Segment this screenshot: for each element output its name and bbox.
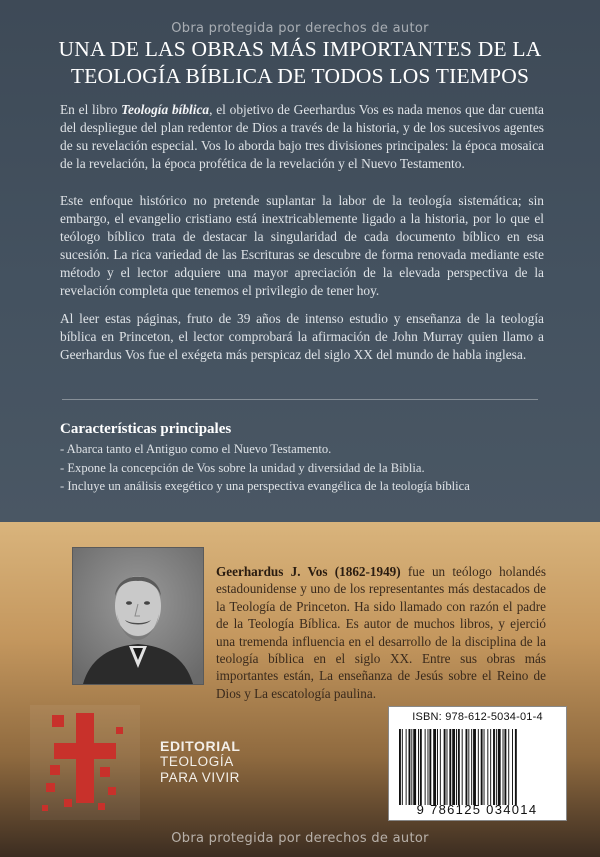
author-portrait bbox=[72, 547, 204, 685]
features-title: Características principales bbox=[60, 421, 232, 437]
headline-line-2: TEOLOGÍA BÍBLICA DE TODOS LOS TIEMPOS bbox=[70, 64, 530, 88]
barcode-bar bbox=[447, 729, 448, 805]
barcode-bar bbox=[444, 729, 446, 805]
barcode-bar bbox=[437, 729, 438, 805]
watermark-bottom: Obra protegida por derechos de autor bbox=[171, 831, 429, 846]
barcode-bar bbox=[512, 729, 513, 805]
barcode-bar bbox=[478, 729, 479, 805]
barcode-bar bbox=[402, 729, 403, 805]
barcode-bar bbox=[406, 729, 407, 805]
barcode-bar bbox=[508, 729, 509, 805]
barcode-bar bbox=[425, 729, 426, 805]
author-name: Geerhardus J. Vos (1862-1949) bbox=[216, 564, 401, 579]
barcode-bar bbox=[504, 729, 506, 805]
features-list bbox=[60, 440, 560, 496]
paragraph-intro bbox=[60, 101, 544, 173]
barcode-bar bbox=[428, 729, 429, 805]
barcode-bar bbox=[498, 729, 501, 805]
publisher-line-1: EDITORIAL bbox=[160, 738, 241, 754]
paragraph-intro-rest: , el objetivo de Geerhardus Vos es nada menos que dar cuenta del despliegue del plan redentor de Dios a través de la historia, y de los sucesivos agentes de su revelación especial. Vos lo aborda bajo tres divisiones principales: la época mosaica de la revelación, la época profética de la revelación y el Nuevo Testamento. bbox=[60, 102, 545, 172]
barcode-bar bbox=[471, 729, 472, 805]
barcode-bar bbox=[484, 729, 485, 805]
barcode-bar bbox=[399, 729, 401, 805]
barcode-bar bbox=[413, 729, 416, 805]
barcode-bars bbox=[399, 729, 557, 805]
barcode-bar bbox=[503, 729, 504, 805]
barcode-bar bbox=[466, 729, 468, 805]
barcode-bar bbox=[420, 729, 422, 805]
barcode-bar bbox=[515, 729, 517, 805]
feature-item: - Expone la concepción de Vos sobre la unidad y diversidad de la Biblia. bbox=[60, 460, 425, 475]
feature-item: - Abarca tanto el Antiguo como el Nuevo Testamento. bbox=[60, 442, 332, 456]
watermark-top: Obra protegida por derechos de autor bbox=[171, 21, 429, 36]
barcode-bar bbox=[452, 729, 455, 805]
barcode-digits: 9 786125 034014 bbox=[416, 802, 538, 817]
section-divider bbox=[62, 399, 538, 400]
publisher-line-2: TEOLOGÍA bbox=[160, 754, 234, 769]
barcode-bar bbox=[490, 729, 491, 805]
barcode-bar bbox=[458, 729, 460, 805]
barcode-bar bbox=[411, 729, 412, 805]
barcode-bar bbox=[487, 729, 488, 805]
barcode-bar bbox=[449, 729, 451, 805]
barcode-bar bbox=[496, 729, 497, 805]
feature-item: - Incluye un análisis exegético y una perspectiva evangélica de la teología bíblica bbox=[60, 479, 470, 494]
publisher-logo-icon bbox=[30, 705, 140, 820]
barcode-bar bbox=[433, 729, 436, 805]
paragraph-approach: Este enfoque histórico no pretende suplantar la labor de la teología sistemática; sin embargo, el evangelio cristiano está inextricablemente ligado a la historia, por lo que el teólogo bíblico trata de destacar la singularidad de cada documento bíblico en esa sucesión. La rica variedad de las Escrituras se descubre de forma renovada mediante este método y el lector adquiere una mayor apreciación de la elevada perspectiva de la revelación completa que tenemos el privilegio de tener hoy. bbox=[60, 193, 544, 299]
barcode-bar bbox=[481, 729, 483, 805]
author-portrait-drawing bbox=[73, 548, 203, 684]
barcode-bar bbox=[429, 729, 431, 805]
paragraph-princeton: Al leer estas páginas, fruto de 39 años de intenso estudio y enseñanza de la teología bíblica en Princeton, el lector comprobará la afirmación de John Murray quien llamo a Geerhardus Vos fue el exégeta más perspicaz del siglo XX del mundo de habla inglesa. bbox=[60, 311, 544, 363]
author-bio-text: fue un teólogo holandés estadounidense y uno de los representantes más destacados de la Teología de Princeton. Ha sido llamado con razón el padre de la Teología Bíblica. Es autor de muchos libros, y ejerció una tremenda influencia en el desarrollo de la disciplina de la teología bíblica en el siglo XX. Entre sus obras más importantes están, La enseñanza de Jesús sobre el Reino de Dios y La escatología paulina. bbox=[216, 564, 546, 701]
isbn-barcode bbox=[388, 706, 567, 821]
publisher-name bbox=[160, 738, 241, 785]
barcode-bar bbox=[440, 729, 441, 805]
barcode-bar bbox=[418, 729, 419, 805]
barcode-bar bbox=[409, 729, 411, 805]
publisher-line-3: PARA VIVIR bbox=[160, 769, 241, 785]
headline-line-1: UNA DE LAS OBRAS MÁS IMPORTANTES DE LA bbox=[58, 37, 542, 61]
barcode-bar bbox=[462, 729, 463, 805]
book-title: Teología bíblica bbox=[121, 102, 210, 117]
isbn-label: ISBN: 978-612-5034-01-4 bbox=[412, 711, 543, 723]
barcode-bar bbox=[473, 729, 476, 805]
barcode-bar bbox=[493, 729, 495, 805]
paragraph-intro-start: En el libro bbox=[60, 102, 122, 117]
headline bbox=[30, 36, 570, 90]
barcode-bar bbox=[468, 729, 469, 805]
author-bio bbox=[216, 563, 546, 702]
barcode-bar bbox=[456, 729, 457, 805]
